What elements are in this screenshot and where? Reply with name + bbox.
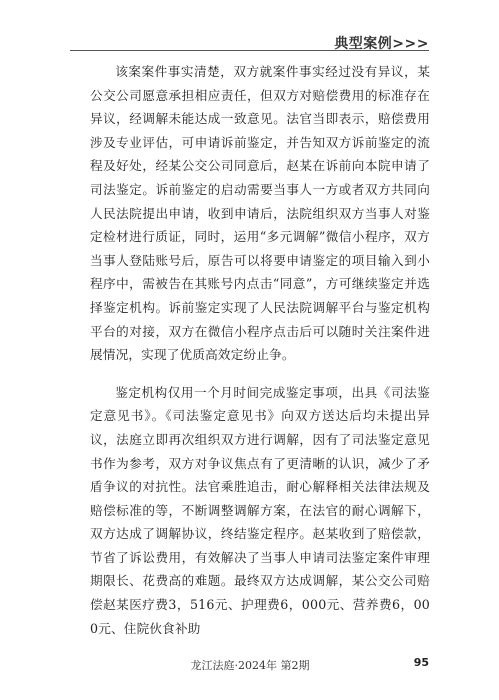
journal-issue: 龙江法庭·2024年 第2期 [190,659,310,672]
header-divider [70,50,429,51]
article-body [90,60,430,654]
page-number: 95 [413,656,429,669]
paragraph-1: 该案案件事实清楚，双方就案件事实经过没有异议，某公交公司愿意承担相应责任，但双方对赔偿费用的标准存在异议，经调解未能达成一致意见。法官当即表示，赔偿费用涉及专业评估，可申请诉前鉴定，并告知双方诉前鉴定的流程及好处，经某公交公司同意后，赵某在诉前向本院申请了司法鉴定。诉前鉴定的启动需要当事人一方或者双方共同向人民法院提出申请，收到申请后，法院组织双方当事人对鉴定检材进行质证，同时，运用“多元调解”微信小程序，双方当事人登陆账号后，原告可以将要申请鉴定的项目输入到小程序中，需被告在其账号内点击“同意”，方可继续鉴定并选择鉴定机构。诉前鉴定实现了人民法院调解平台与鉴定机构平台的对接，双方在微信小程序点击后可以随时关注案件进展情况，实现了优质高效定纷止争。 [90,64,430,363]
paragraph-2: 鉴定机构仅用一个月时间完成鉴定事项，出具《司法鉴定意见书》。《司法鉴定意见书》向双方送达后均未提出异议，法庭立即再次组织双方进行调解，因有了司法鉴定意见书作为参考，双方对争议焦点有了更清晰的认识，减少了矛盾争议的对抗性。法官乘胜追击，耐心解释相关法律法规及赔偿标准的等，不断调整调解方案，在法官的耐心调解下，双方达成了调解协议，终结鉴定程序。赵某收到了赔偿款，节省了诉讼费用，有效解决了当事人申请司法鉴定案件审理期限长、花费高的难题。最终双方达成调解，某公交公司赔偿赵某医疗费3，516元、护理费6，000元、营养费6，000元、住院伙食补助 [90,384,430,636]
section-title: 典型案例>>> [334,36,429,52]
